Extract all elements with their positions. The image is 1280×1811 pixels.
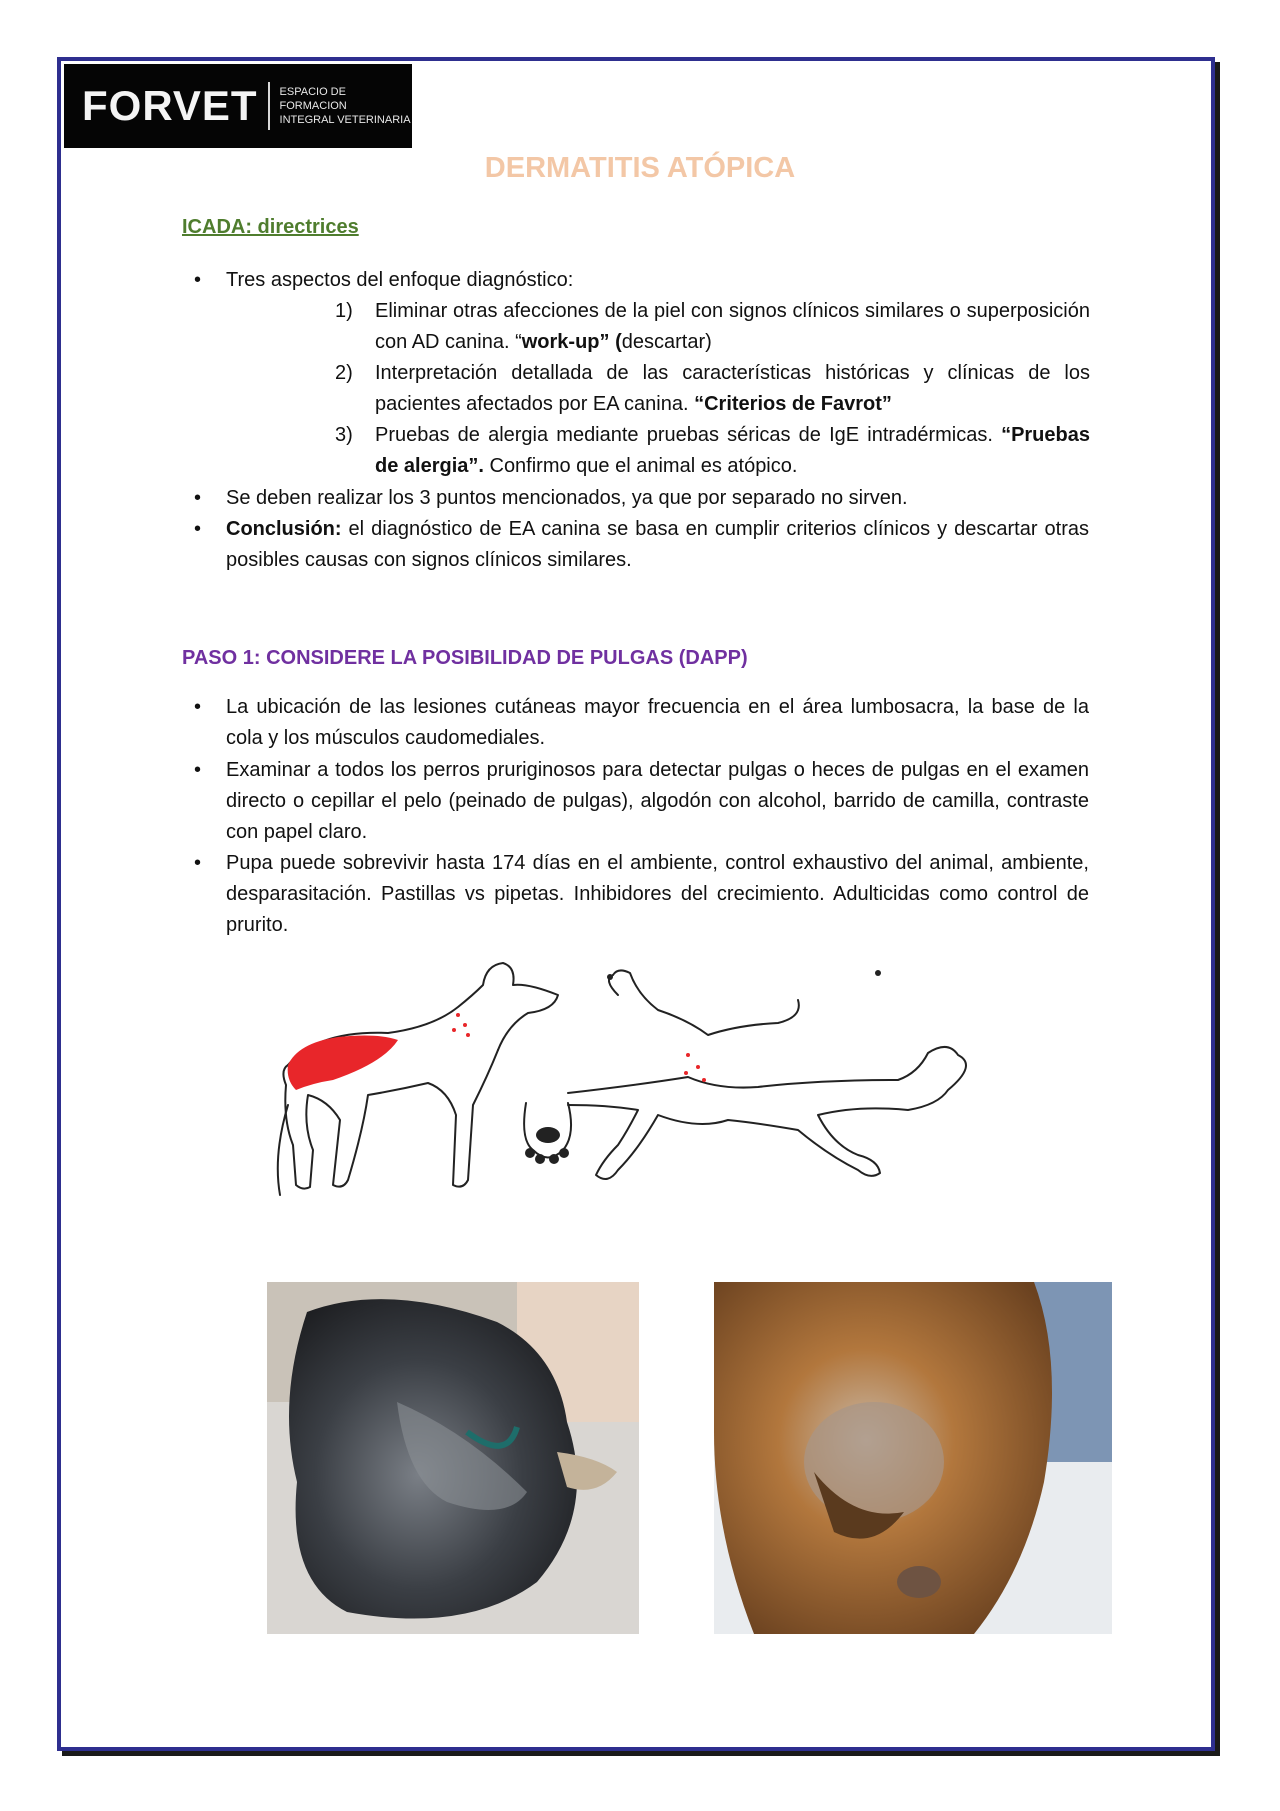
lesion-dots xyxy=(452,1013,706,1082)
flea-lesion-diagram xyxy=(258,955,1158,1213)
lying-dog-outline xyxy=(568,970,966,1179)
item-number: 2) xyxy=(335,362,353,384)
bullet-conclusion xyxy=(226,514,1089,576)
bullet-diagnostic-aspects xyxy=(226,265,1089,296)
bullet-pupa-control xyxy=(226,848,1089,941)
item-text-end: descartar) xyxy=(621,331,712,353)
photo-dark-dog xyxy=(267,1282,639,1634)
logo-tagline xyxy=(280,85,412,127)
bullet-text: Examinar a todos los perros pruriginosos para detectar pulgas o heces de pulgas en el examen directo o cepillar el pelo (peinado de pulgas), algodón con alcohol, barrido de camilla, contraste con papel claro. xyxy=(226,759,1089,843)
page-title: DERMATITIS ATÓPICA xyxy=(484,152,796,184)
section-heading-icada: ICADA: directrices xyxy=(182,216,359,238)
red-dog-image xyxy=(714,1282,1112,1634)
bullet-text: Se deben realizar los 3 puntos mencionados, ya que por separado no sirven. xyxy=(226,487,908,509)
bullet-lesion-location xyxy=(226,692,1089,754)
logo-wordmark: FORVET xyxy=(82,82,258,129)
numbered-item-1 xyxy=(330,296,1090,358)
section-heading-paso1: PASO 1: CONSIDERE LA POSIBILIDAD DE PULGAS (DAPP) xyxy=(182,647,748,669)
logo-tagline-line2: INTEGRAL VETERINARIA xyxy=(279,114,411,126)
paw-pads xyxy=(525,970,881,1164)
forvet-logo xyxy=(64,64,412,148)
item-text: Eliminar otras afecciones de la piel con signos clínicos similares o superposición con AD canina. “ xyxy=(375,300,1090,353)
bullet-text: Pupa puede sobrevivir hasta 174 días en el ambiente, control exhaustivo del animal, ambiente, desparasitación. Pastillas vs pipetas. Inhibidores del crecimiento. Adulticidas como control de prurito. xyxy=(226,852,1089,936)
lumbosacral-lesion-area xyxy=(288,1036,398,1090)
item-text: Interpretación detallada de las características históricas y clínicas de los pacientes afectados por EA canina. xyxy=(375,362,1090,415)
bullet-text: Tres aspectos del enfoque diagnóstico: xyxy=(226,269,574,291)
bullet-bold: Conclusión: xyxy=(226,518,342,540)
item-bold: “Pruebas de alergia”. xyxy=(375,424,1090,477)
logo-separator xyxy=(268,82,270,130)
bullet-three-points xyxy=(226,483,1089,514)
item-bold: work-up” ( xyxy=(521,331,622,353)
logo-tagline-line1: ESPACIO DE FORMACION xyxy=(279,86,347,112)
item-number: 3) xyxy=(335,424,353,446)
dark-dog-image xyxy=(267,1282,639,1634)
bullet-text: el diagnóstico de EA canina se basa en cumplir criterios clínicos y descartar otras posibles causas con signos clínicos similares. xyxy=(226,518,1089,571)
item-number: 1) xyxy=(335,300,353,322)
item-text: Pruebas de alergia mediante pruebas séricas de IgE intradérmicas. xyxy=(375,424,1002,446)
item-text-end: Confirmo que el animal es atópico. xyxy=(483,455,798,477)
numbered-item-2 xyxy=(330,358,1090,420)
numbered-item-3 xyxy=(330,420,1090,482)
bullet-text: La ubicación de las lesiones cutáneas mayor frecuencia en el área lumbosacra, la base de la cola y los músculos caudomediales. xyxy=(226,696,1089,749)
bullet-flea-exam xyxy=(226,755,1089,848)
item-bold: “Criterios de Favrot” xyxy=(694,393,892,415)
photo-red-dog xyxy=(714,1282,1112,1634)
